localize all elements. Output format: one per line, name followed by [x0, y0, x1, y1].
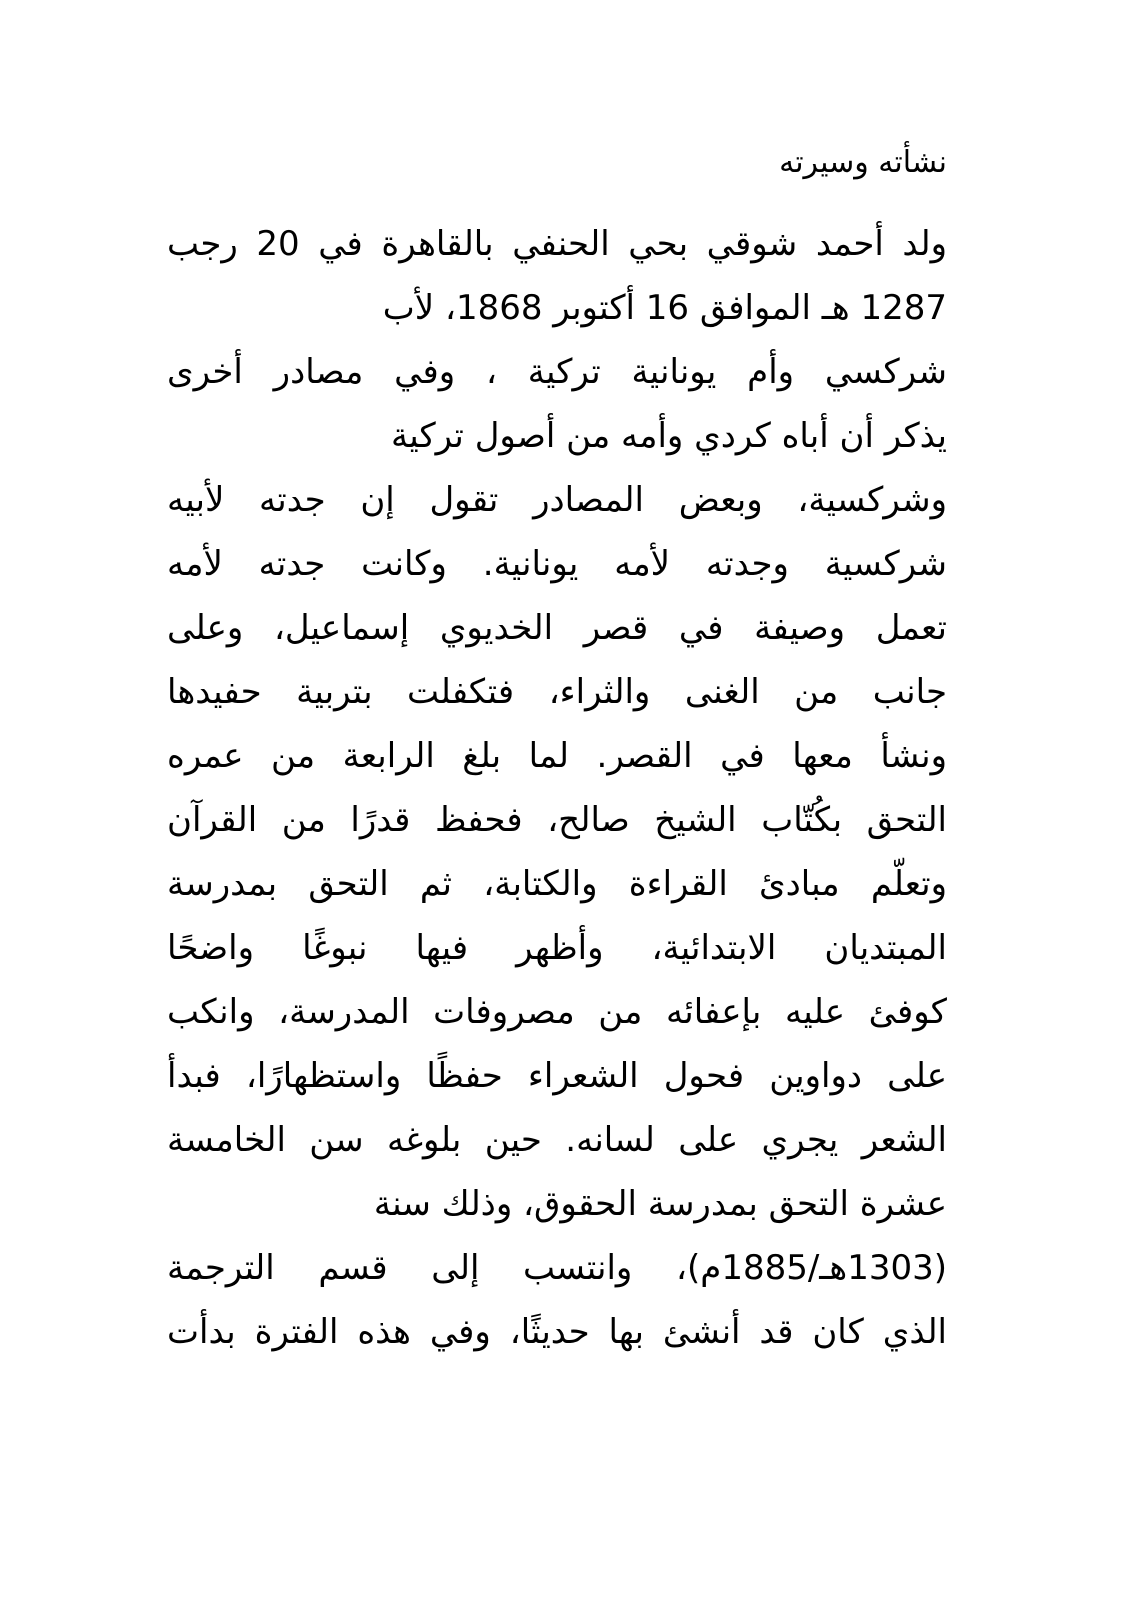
biography-text-block: [167, 138, 947, 1364]
paragraph-line: شركسية وجدته لأمه يونانية. وكانت جدته لأمه: [167, 544, 947, 584]
paragraph-line: جانب من الغنى والثراء، فتكفلت بتربية حفيدها: [167, 672, 947, 712]
paragraph-line: على دواوين فحول الشعراء حفظًا واستظهارًا، فبدأ: [167, 1056, 947, 1096]
paragraph-line: تعمل وصيفة في قصر الخديوي إسماعيل، وعلى: [167, 608, 947, 648]
paragraph-line: شركسي وأم يونانية تركية ، وفي مصادر أخرى: [167, 352, 947, 392]
paragraph-line: الذي كان قد أنشئ بها حديثًا، وفي هذه الفترة بدأت: [167, 1312, 947, 1352]
paragraph-line: عشرة التحق بمدرسة الحقوق، وذلك سنة: [373, 1184, 947, 1224]
paragraph-line: يذكر أن أباه كردي وأمه من أصول تركية: [391, 416, 947, 456]
paragraph-line: وشركسية، وبعض المصادر تقول إن جدته لأبيه: [167, 480, 947, 520]
section-heading: نشأته وسيرته: [779, 145, 947, 180]
paragraph-line: ونشأ معها في القصر. لما بلغ الرابعة من عمره: [167, 736, 947, 776]
paragraph-line: ولد أحمد شوقي بحي الحنفي بالقاهرة في 20 رجب: [167, 224, 947, 264]
paragraph-line: (1303هـ/1885م)، وانتسب إلى قسم الترجمة: [167, 1248, 947, 1288]
paragraph-line: التحق بكُتّاب الشيخ صالح، فحفظ قدرًا من القرآن: [167, 800, 947, 840]
paragraph-line: وتعلّم مبادئ القراءة والكتابة، ثم التحق بمدرسة: [167, 864, 947, 904]
paragraph-line: 1287 هـ الموافق 16 أكتوبر 1868، لأب: [382, 288, 947, 328]
paragraph-line: المبتديان الابتدائية، وأظهر فيها نبوغًا واضحًا: [167, 928, 947, 968]
paragraph-line: كوفئ عليه بإعفائه من مصروفات المدرسة، وانكب: [167, 992, 947, 1032]
paragraph-line: الشعر يجري على لسانه. حين بلوغه سن الخامسة: [167, 1120, 947, 1160]
